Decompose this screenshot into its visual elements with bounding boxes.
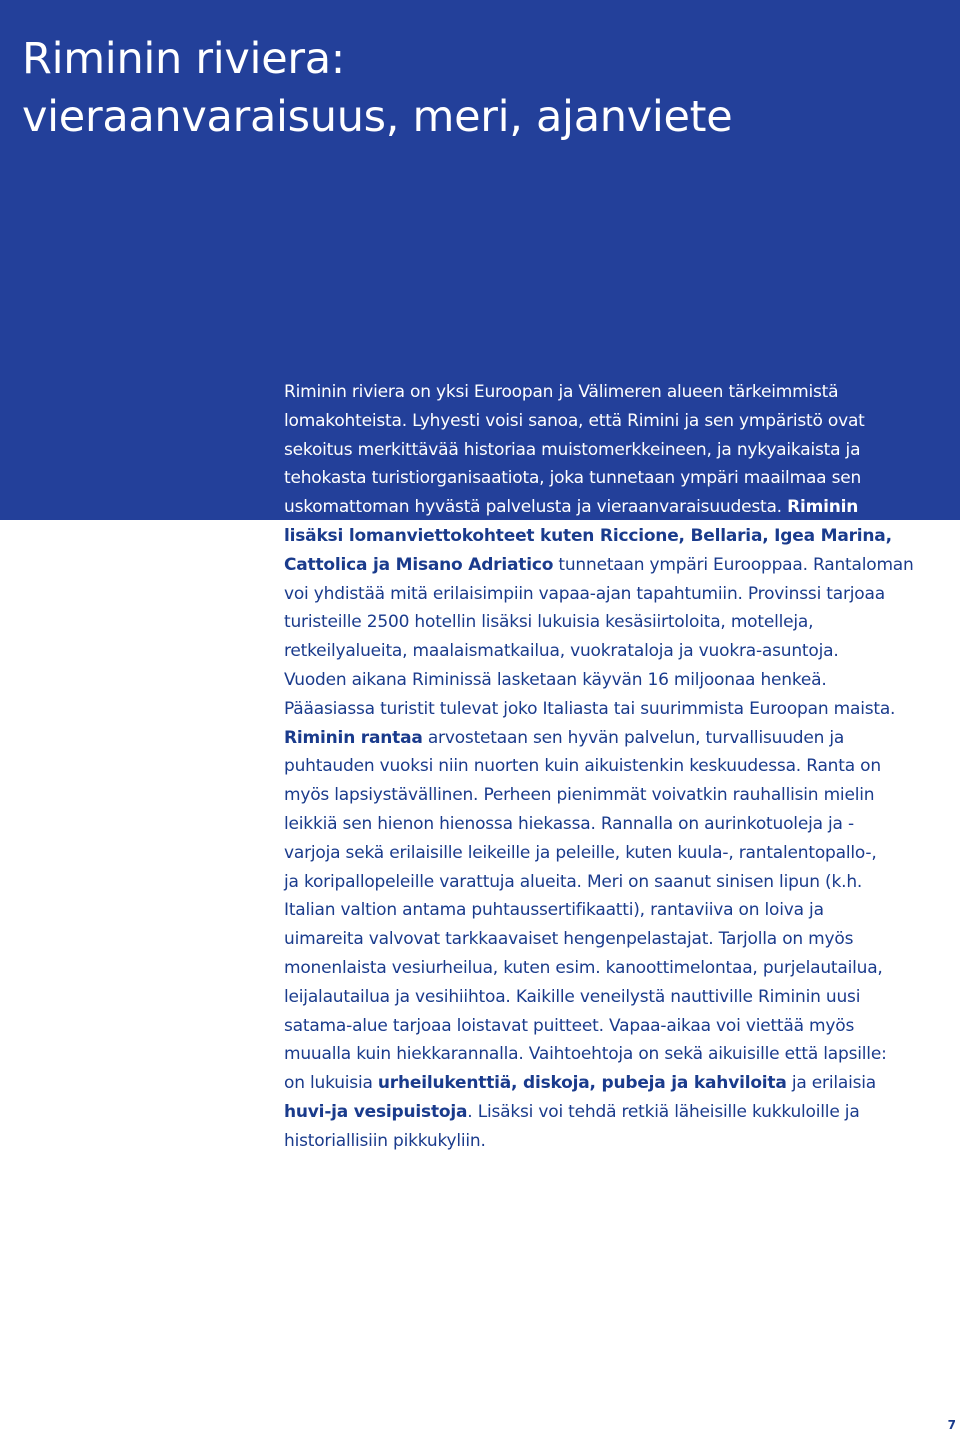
- body-line: voi yhdistää mitä erilaisimpiin vapaa-ajan tapahtumiin. Provinssi tarjoaa: [284, 583, 885, 604]
- page-title: [22, 30, 732, 146]
- body-text-run: tunnetaan ympäri Eurooppaa. Rantaloman: [553, 554, 914, 575]
- body-line: Italian valtion antama puhtaussertifikaatti), rantaviiva on loiva ja: [284, 900, 824, 921]
- body-line: [284, 551, 956, 580]
- body-line: turisteille 2500 hotellin lisäksi lukuisia kesäsiirtoloita, motelleja,: [284, 612, 814, 633]
- body-line: [284, 493, 956, 522]
- body-emphasis: Riminin: [787, 497, 859, 518]
- article-body: [284, 378, 956, 1156]
- body-line: lomakohteista. Lyhyesti voisi sanoa, että Rimini ja sen ympäristö ovat: [284, 410, 865, 431]
- body-line: satama-alue tarjoaa loistavat puitteet. Vapaa-aikaa voi viettää myös: [284, 1015, 855, 1036]
- body-line: leijalautailua ja vesihiihtoa. Kaikille veneilystä nauttiville Riminin uusi: [284, 986, 861, 1007]
- page-title-line-2: vieraanvaraisuus, meri, ajanviete: [22, 92, 733, 142]
- body-emphasis: huvi-ja vesipuistoja: [284, 1101, 468, 1122]
- page-title-line-1: Riminin riviera:: [22, 34, 345, 84]
- body-line: [284, 1069, 956, 1098]
- body-text-run: ja erilaisia: [786, 1073, 877, 1094]
- body-line: Riminin riviera on yksi Euroopan ja Välimeren alueen tärkeimmistä: [284, 382, 839, 402]
- body-line: puhtauden vuoksi niin nuorten kuin aikuistenkin keskuudessa. Ranta on: [284, 756, 881, 777]
- body-line: tehokasta turistiorganisaatiota, joka tunnetaan ympäri maailmaa sen: [284, 468, 862, 489]
- body-line: retkeilyalueita, maalaismatkailua, vuokrataloja ja vuokra-asuntoja.: [284, 641, 839, 662]
- body-line: monenlaista vesiurheilua, kuten esim. kanoottimelontaa, purjelautailua,: [284, 957, 883, 978]
- body-line: Vuoden aikana Riminissä lasketaan käyvän 16 miljoonaa henkeä.: [284, 669, 827, 690]
- body-line: ja koripallopeleille varattuja alueita. Meri on saanut sinisen lipun (k.h.: [284, 871, 863, 892]
- body-emphasis: urheilukenttiä, diskoja, pubeja ja kahviloita: [377, 1073, 787, 1094]
- body-line: lisäksi lomanviettokohteet kuten Riccione, Bellaria, Igea Marina,: [284, 525, 892, 546]
- body-line: [284, 1098, 956, 1127]
- body-text-run: arvostetaan sen hyvän palvelun, turvallisuuden ja: [422, 727, 845, 748]
- body-text-run: on lukuisia: [284, 1073, 378, 1094]
- body-line: historiallisiin pikkukyliin.: [284, 1130, 486, 1151]
- body-line: leikkiä sen hienon hienossa hiekassa. Rannalla on aurinkotuoleja ja -: [284, 813, 854, 834]
- body-line: muualla kuin hiekkarannalla. Vaihtoehtoja on sekä aikuisille että lapsille:: [284, 1044, 887, 1065]
- body-line: [284, 724, 956, 753]
- body-line: sekoitus merkittävää historiaa muistomerkkeineen, ja nykyaikaista ja: [284, 439, 861, 460]
- body-line: uimareita valvovat tarkkaavaiset hengenpelastajat. Tarjolla on myös: [284, 929, 854, 950]
- body-line: myös lapsiystävällinen. Perheen pienimmät voivatkin rauhallisin mielin: [284, 785, 875, 806]
- body-text-run: . Lisäksi voi tehdä retkiä läheisille kukkuloille ja: [467, 1101, 860, 1122]
- body-emphasis: Riminin rantaa: [284, 727, 423, 748]
- body-emphasis: Cattolica ja Misano Adriatico: [284, 554, 554, 575]
- body-line: varjoja sekä erilaisille leikeille ja peleille, kuten kuula-, rantalentopallo-,: [284, 842, 877, 863]
- page-number: 7: [947, 1418, 956, 1432]
- body-line: Pääasiassa turistit tulevat joko Italiasta tai suurimmista Euroopan maista.: [284, 698, 896, 719]
- body-text-run: uskomattoman hyvästä palvelusta ja vieraanvaraisuudesta.: [284, 497, 788, 518]
